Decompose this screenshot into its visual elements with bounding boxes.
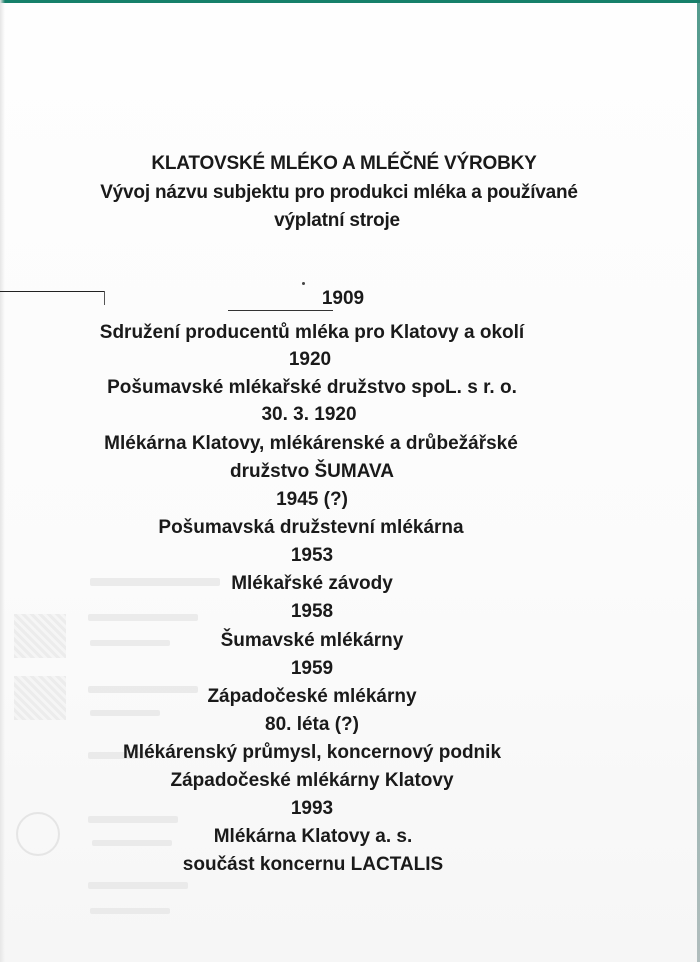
timeline-entity: Šumavské mlékárny [220,630,404,651]
timeline-year: 1959 [290,658,334,679]
bleed-through-mark [90,908,170,914]
timeline-year: 1909 [321,288,365,309]
timeline-entity: družstvo ŠUMAVA [230,461,394,482]
document-subtitle: Vývoj názvu subjektu pro produkci mléka a používané [100,182,578,203]
timeline-year: 1920 [288,349,332,370]
timeline-year: 80. léta (?) [265,714,359,735]
timeline-entity: Mlékárna Klatovy, mlékárenské a drůbežářské [104,433,518,454]
timeline-year: 1945 (?) [276,489,348,510]
timeline-entity: Mlékárenský průmysl, koncernový podnik [122,742,502,763]
timeline-entity: Pošumavská družstevní mlékárna [158,517,464,538]
bleed-through-mark [88,882,188,889]
timeline-year: 1993 [290,798,334,819]
document-subtitle-continued: výplatní stroje [274,210,400,231]
timeline-entity: Mlékařské závody [231,573,393,594]
timeline-entity: Západočeské mlékárny Klatovy [170,770,454,791]
timeline-year: 1958 [290,601,334,622]
timeline-entity: Západočeské mlékárny [207,686,417,707]
document-title: KLATOVSKÉ MLÉKO A MLÉČNÉ VÝROBKY [151,153,537,174]
timeline-entity: součást koncernu LACTALIS [182,854,444,875]
timeline-entity: Mlékárna Klatovy a. s. [213,826,413,847]
timeline-year: 1953 [290,545,334,566]
scan-top-edge [0,0,700,3]
timeline-entity: Sdružení producentů mléka pro Klatovy a okolí [99,322,525,343]
timeline-year: 30. 3. 1920 [261,404,357,425]
timeline-entity: Pošumavské mlékařské družstvo spoL. s r. o. [107,377,517,398]
